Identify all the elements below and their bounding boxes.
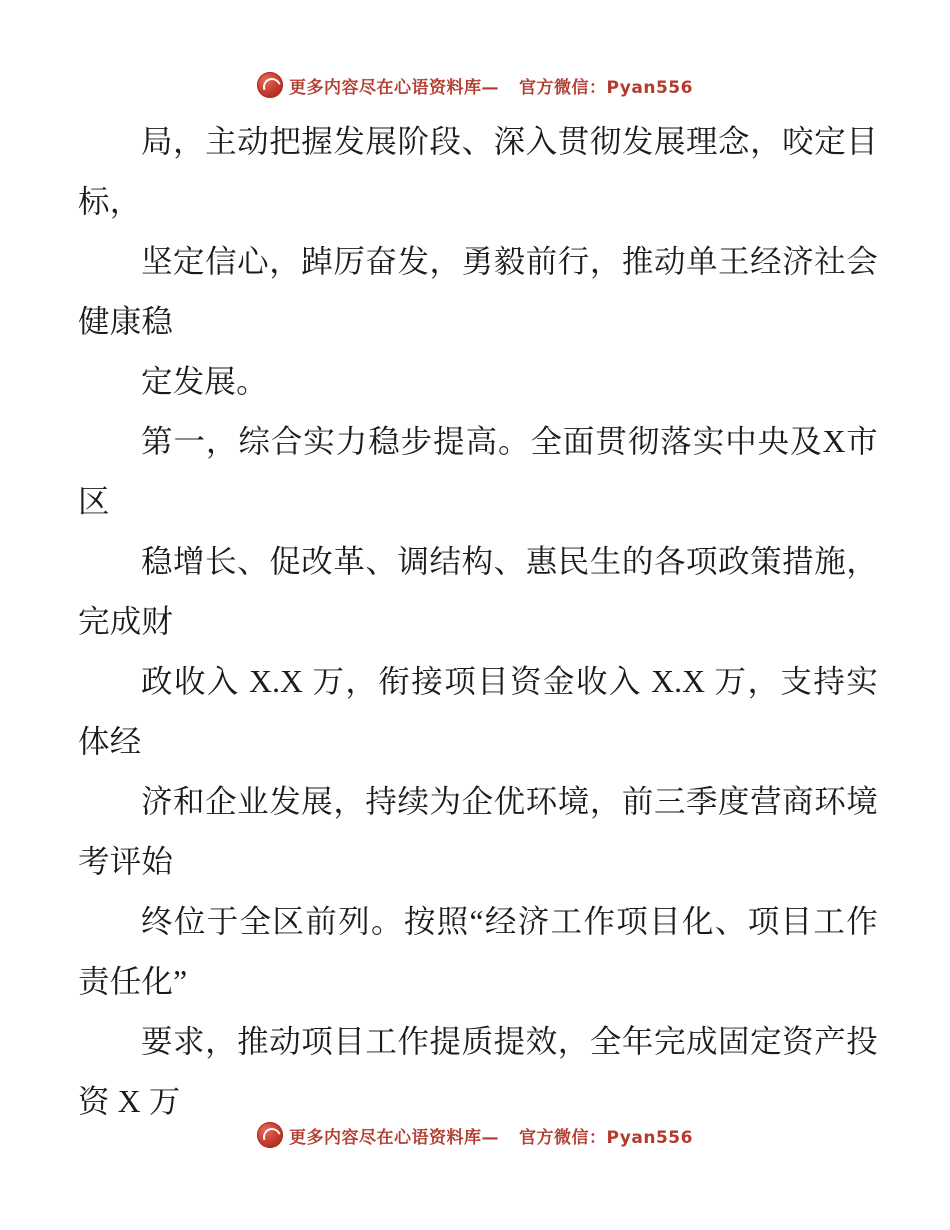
document-text-body xyxy=(78,112,878,1132)
circle-swirl-logo-icon xyxy=(257,1122,283,1148)
promo-banner-text: 更多内容尽在心语资料库— xyxy=(289,1127,500,1148)
paragraph: 定发展。 xyxy=(141,364,268,399)
paragraph: 政收入 X.X 万，衔接项目资金收入 X.X 万，支持实体经 xyxy=(78,664,878,759)
paragraph: 坚定信心，踔厉奋发，勇毅前行，推动单王经济社会健康稳 xyxy=(78,244,878,339)
promo-banner-wechat: 官方微信：Pyan556 xyxy=(519,1127,693,1148)
promo-banner-text: 更多内容尽在心语资料库— xyxy=(289,77,500,98)
paragraph: 济和企业发展，持续为企优环境，前三季度营商环境考评始 xyxy=(78,784,878,879)
paragraph: 稳增长、促改革、调结构、惠民生的各项政策措施，完成财 xyxy=(78,544,878,639)
paragraph: 要求，推动项目工作提质提效，全年完成固定资产投资 X 万 xyxy=(78,1024,878,1119)
promo-banner-bottom xyxy=(0,1122,950,1148)
promo-banner-top xyxy=(0,72,950,98)
promo-banner-wechat: 官方微信：Pyan556 xyxy=(519,77,693,98)
paragraph: 第一，综合实力稳步提高。全面贯彻落实中央及X市区 xyxy=(78,424,878,519)
paragraph: 局，主动把握发展阶段、深入贯彻发展理念，咬定目标， xyxy=(78,124,878,219)
paragraph: 终位于全区前列。按照“经济工作项目化、项目工作责任化” xyxy=(78,904,878,999)
circle-swirl-logo-icon xyxy=(257,72,283,98)
